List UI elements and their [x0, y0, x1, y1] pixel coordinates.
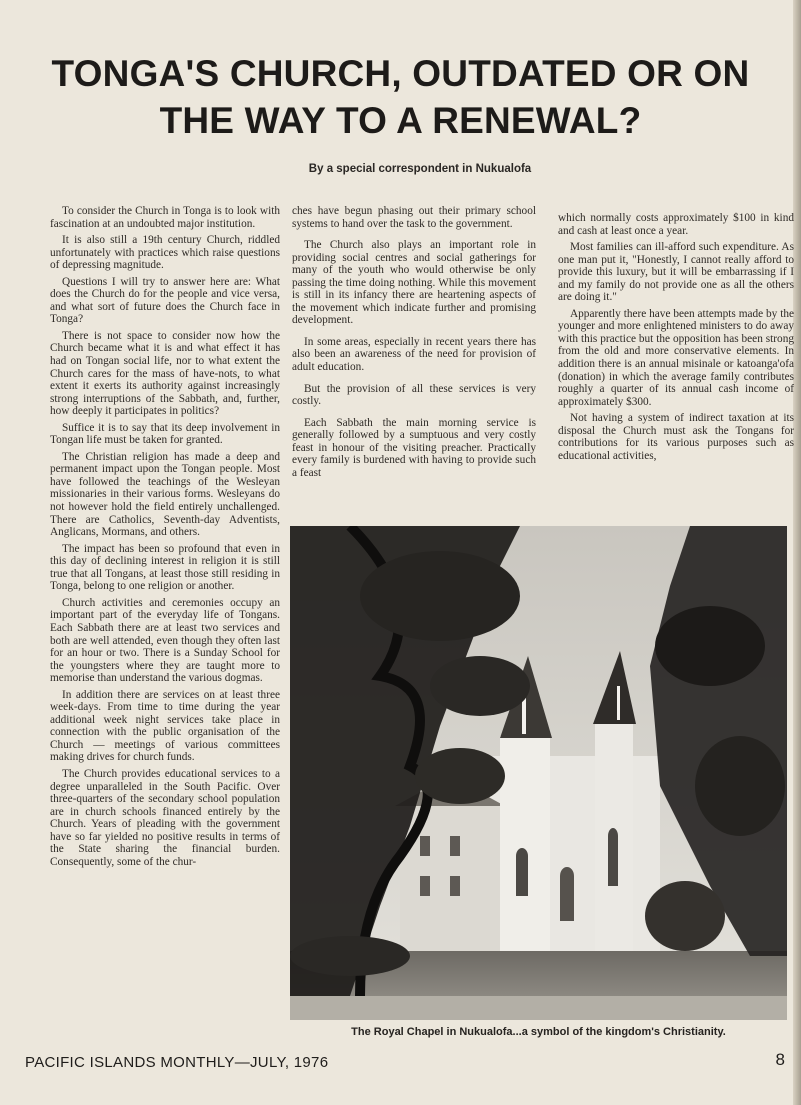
paragraph: Questions I will try to answer here are: What does the Church do for the people and vice versa, and what sort of future does the Church face in Tonga?: [50, 275, 280, 326]
paragraph: Suffice it is to say that its deep involvement in Tongan life must be taken for granted.: [50, 421, 280, 447]
page-number: 8: [775, 1050, 785, 1069]
paragraph: There is not space to consider now how the Church became what it is and what effect it has had on Tongan social life, nor to what extent the Church cares for the mass of have-nots, to what extent it exerts its authority against increasingly strong interruptions of the Sabbath, and, further, how deeply it participates in politics?: [50, 329, 280, 418]
paragraph: ches have begun phasing out their primary school systems to hand over the task to the government.: [292, 205, 536, 230]
text-column-2: [292, 205, 536, 488]
paragraph: Church activities and ceremonies occupy an important part of the everyday life of Tongans. Each Sabbath there are at least two services and both are well attended, even though they often last for an hour or two. There is a Sunday School for the youngsters where they are taught more to memorise than understand the various dogmas.: [50, 596, 280, 685]
paragraph: Most families can ill-afford such expenditure. As one man put it, "Honestly, I cannot really afford to provide this luxury, but it will be embarrassing if I and my family do not provide one as all the others are doing it.": [558, 241, 794, 304]
paragraph: In some areas, especially in recent years there has also been an awareness of the need for provision of adult education.: [292, 335, 536, 374]
paragraph: It is also still a 19th century Church, riddled unfortunately with practices which raise questions of depressing magnitude.: [50, 234, 280, 272]
paragraph: The Christian religion has made a deep and permanent impact upon the Tongan people. Most have followed the teachings of the Wesleyan missionaries in their various forms. Wesleyans do not however hold the field entirely unchallenged. There are Catholics, Seventh-day Adventists, Anglicans, Mormans, and others.: [50, 450, 280, 539]
royal-chapel-photo: [290, 526, 787, 1020]
paragraph: The impact has been so profound that even in this day of declining interest in religion it is still true that all Tongans, at least those still residing in Tonga, belong to one religion or another.: [50, 542, 280, 593]
paragraph: Apparently there have been attempts made by the younger and more enlightened ministers to do away with this practice but the opposition has been strong from the old and more conservative elements. In addition there is an annual misinale or katoanga'ofa (donation) in which the average family contributes roughly a quarter of its annual cash income of approximately $300.: [558, 307, 794, 408]
article-byline: By a special correspondent in Nukualofa: [308, 163, 532, 175]
text-column-3: [558, 212, 794, 466]
paragraph: The Church provides educational services to a degree unparalleled in the South Pacific. Over three-quarters of the secondary school population are in church schools financed entirely by the Church. Years of pleading with the government have so far yielded no positive results in terms of the State sharing the financial burden. Consequently, some of the chur-: [50, 767, 280, 868]
publication-footer: PACIFIC ISLANDS MONTHLY—JULY, 1976: [25, 1054, 329, 1071]
paragraph: which normally costs approximately $100 in kind and cash at least once a year.: [558, 212, 794, 237]
article-headline: TONGA'S CHURCH, OUTDATED OR ON THE WAY TO A RENEWAL?: [51, 53, 750, 141]
paragraph: Not having a system of indirect taxation at its disposal the Church must ask the Tongans for contributions for its various purposes such as educational activities,: [558, 412, 794, 462]
photo-caption: The Royal Chapel in Nukualofa...a symbol of the kingdom's Christianity.: [351, 1026, 726, 1038]
paragraph: Each Sabbath the main morning service is generally followed by a sumptuous and very costly feast in honour of the visiting preacher. Practically every family is burdened with having to provide such a feast: [292, 416, 536, 479]
paragraph: To consider the Church in Tonga is to look with fascination at an undoubted major institution.: [50, 205, 280, 230]
text-column-1: [50, 205, 280, 872]
page-edge-shadow: [793, 0, 801, 1105]
paragraph: But the provision of all these services is very costly.: [292, 382, 536, 408]
paragraph: In addition there are services on at least three week-days. From time to time during the year additional week night services take place in connection with the public organisation of the Church — meetings of various committees making drives for church funds.: [50, 688, 280, 764]
paragraph: The Church also plays an important role in providing social centres and social gatherings for many of the youth who would otherwise be only passing the time doing nothing. While this movement is still in its infancy there are heartening aspects of the movement which indicate further and promising development.: [292, 239, 536, 327]
